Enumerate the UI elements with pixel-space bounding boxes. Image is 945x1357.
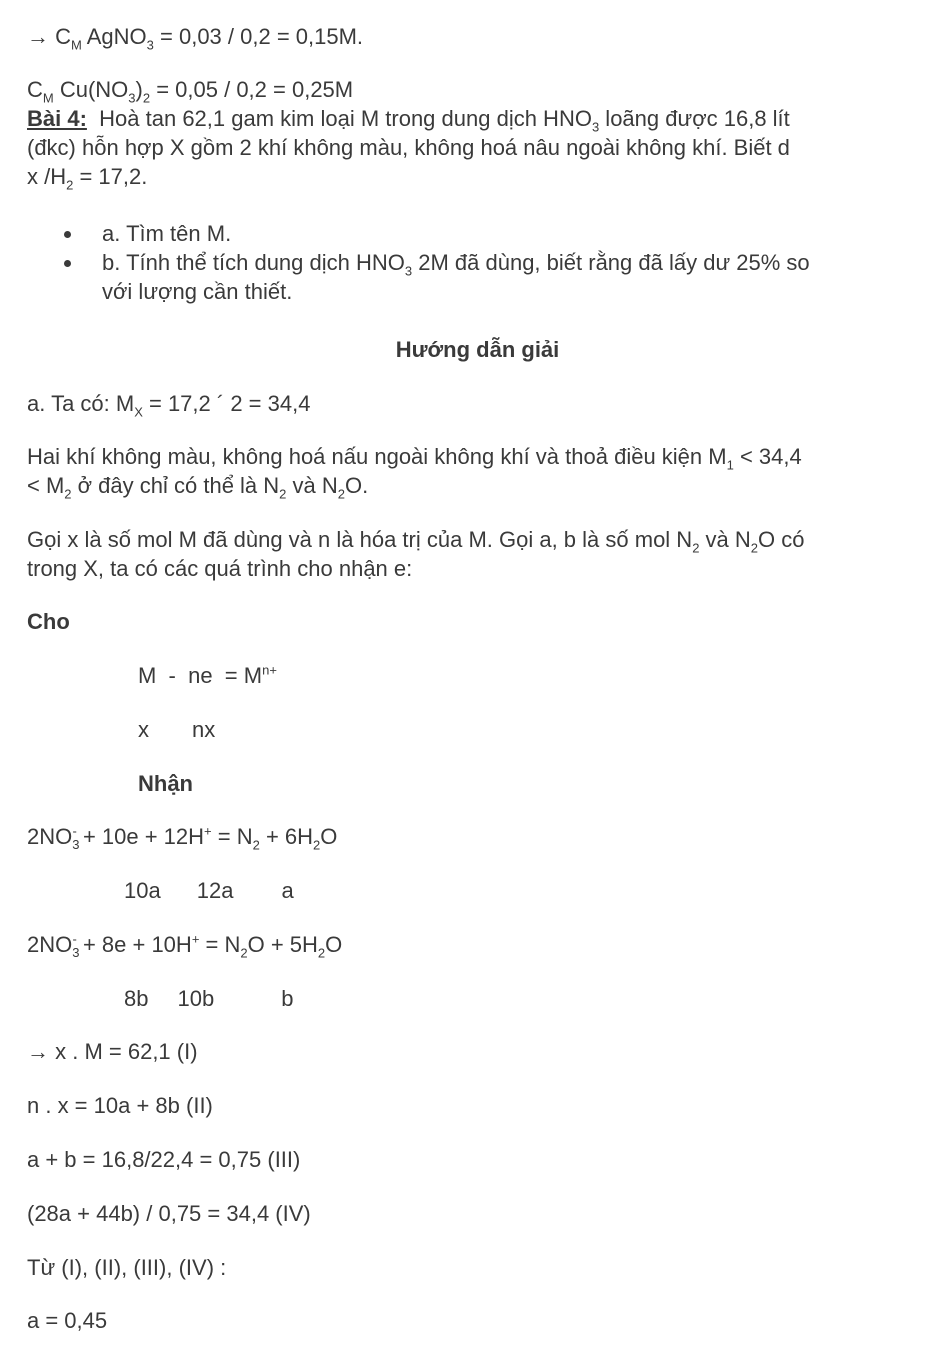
line-hai-khi-1: Hai khí không màu, không hoá nấu ngoài không khí và thoả điều kiện $M_1 < 34,4$ [27,444,802,473]
list-item-b-line2: với lượng cần thiết. [102,279,293,304]
list-item-a: a. Tìm tên M. [102,221,232,246]
equation-m: M - ne = $M^{n+}$ [138,662,277,688]
line-goi-2: trong X, ta có các quá trình cho nhận e: [27,556,413,581]
bullet-icon [64,231,71,238]
line-hai-khi-2: < $M_2$ ở đây chỉ có thể là $N_2$ và $N_2O$. [27,473,369,502]
label-cho: Cho [27,609,70,634]
bai4-line3: x $/H_2 = 17,2$. [27,164,148,193]
equation-n2o-values: 8b 10b b [124,986,294,1011]
line-cm-agno3: → $C_M$ AgNO$_3$ = 0,03 / 0,2 = 0,15M. [27,24,364,53]
list-item-b-line1: b. Tính thể tích dung dịch $HNO_3$ 2M đã dùng, biết rằng đã lấy dư 25% so [102,250,810,279]
bai4-line2: (đkc) hỗn hợp X gồm 2 khí không màu, không hoá nâu ngoài không khí. Biết d [27,135,790,160]
bai4-label: Bài 4: [27,106,87,131]
equation-n2: $2NO_3^- + 10e + 12H^+ = N_2 + 6H_2O$ [27,823,338,853]
result-line-1: → x . M = 62,1 (I) [27,1039,198,1064]
result-line-2: n . x = 10a + 8b (II) [27,1093,213,1118]
result-line-6: a = 0,45 [27,1308,108,1333]
equation-n2o: $2NO_3^- + 8e + 10H^+ = N_2O + 5H_2O$ [27,931,343,961]
line-goi-1: Gọi x là số mol M đã dùng và n là hóa trị của M. Gọi a, b là số mol $N_2$ và $N_2O$ có [27,527,805,556]
line-cm-cuno3: $C_M$ $Cu(NO_3)_2 = 0,05 / 0,2 = 0,25M$ [27,77,354,106]
bullet-icon [64,260,71,267]
line-ta-co: a. Ta có: $M_X = 17,2$ ´ 2 = 34,4 [27,391,311,420]
bai4-line1: Bài 4: Hoà tan 62,1 gam kim loại M trong dung dịch $HNO_3$ loãng được 16,8 lít [27,106,790,135]
section-heading: Hướng dẫn giải [395,337,560,362]
result-line-5: Từ (I), (II), (III), (IV) : [27,1255,227,1280]
label-nhan: Nhận [138,771,193,796]
result-line-3: a + b = 16,8/22,4 = 0,75 (III) [27,1147,301,1172]
result-line-4: (28a + 44b) / 0,75 = 34,4 (IV) [27,1201,311,1226]
equation-m-values: x nx [138,717,216,742]
equation-n2-values: 10a 12a a [124,878,294,903]
